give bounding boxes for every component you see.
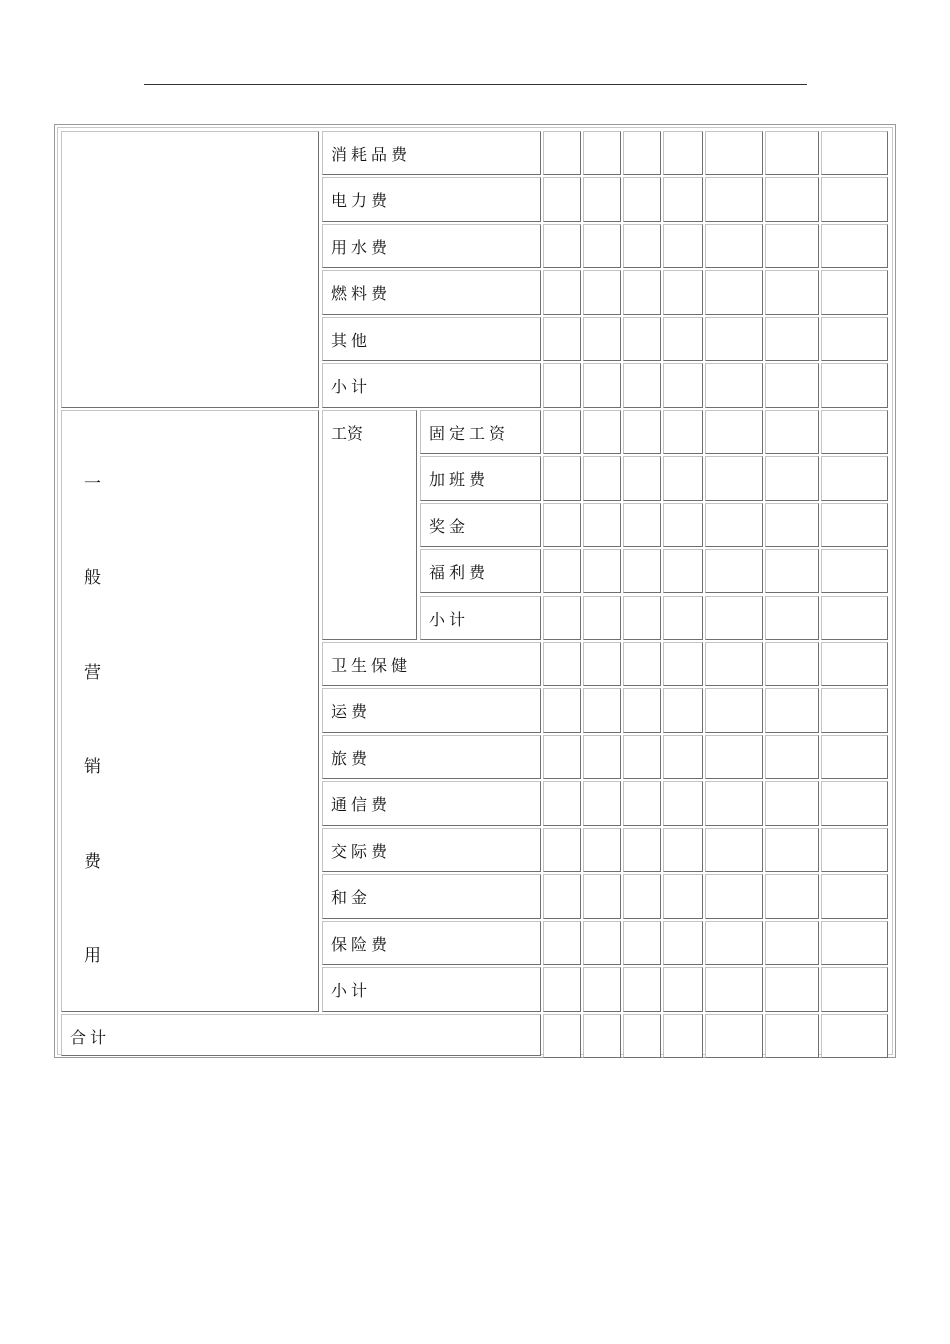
item-label: 保险费	[331, 934, 392, 954]
value-cell[interactable]	[623, 735, 661, 779]
wage-item-label-cell	[420, 410, 541, 454]
value-cell[interactable]	[663, 967, 703, 1011]
value-cell[interactable]	[623, 781, 661, 825]
value-cell[interactable]	[663, 921, 703, 965]
value-cell[interactable]	[583, 781, 621, 825]
value-cell[interactable]	[543, 781, 581, 825]
value-cell[interactable]	[821, 967, 888, 1011]
expense-table	[54, 124, 896, 1058]
value-cell[interactable]	[623, 270, 661, 314]
value-cell[interactable]	[623, 596, 661, 640]
value-cell[interactable]	[765, 781, 819, 825]
value-cell[interactable]	[821, 224, 888, 268]
wage-item-label-cell	[420, 456, 541, 500]
value-cell[interactable]	[543, 874, 581, 918]
value-cell[interactable]	[583, 828, 621, 872]
value-cell[interactable]	[583, 177, 621, 221]
item-label-cell	[322, 642, 541, 686]
value-cell[interactable]	[705, 874, 763, 918]
category-vertical-char: 销	[84, 757, 101, 778]
value-cell[interactable]	[623, 503, 661, 547]
value-cell[interactable]	[821, 456, 888, 500]
value-cell[interactable]	[765, 596, 819, 640]
value-cell[interactable]	[663, 131, 703, 175]
value-cell[interactable]	[583, 503, 621, 547]
value-cell[interactable]	[583, 1014, 621, 1058]
value-cell[interactable]	[543, 270, 581, 314]
wage-item-label-cell	[420, 503, 541, 547]
category-vertical-char: 营	[84, 662, 101, 683]
value-cell[interactable]	[765, 177, 819, 221]
item-label: 用水费	[331, 237, 392, 257]
value-cell[interactable]	[543, 828, 581, 872]
wage-item-label-cell	[420, 596, 541, 640]
item-label-cell	[322, 735, 541, 779]
value-cell[interactable]	[765, 131, 819, 175]
value-cell[interactable]	[765, 503, 819, 547]
value-cell[interactable]	[765, 410, 819, 454]
value-cell[interactable]	[765, 456, 819, 500]
value-cell[interactable]	[623, 1014, 661, 1058]
value-cell[interactable]	[821, 131, 888, 175]
value-cell[interactable]	[663, 549, 703, 593]
value-cell[interactable]	[583, 317, 621, 361]
item-label-cell	[322, 317, 541, 361]
category-vertical-char: 般	[84, 568, 101, 589]
wage-group-label: 工资	[331, 423, 364, 443]
value-cell[interactable]	[705, 688, 763, 732]
value-cell[interactable]	[821, 642, 888, 686]
value-cell[interactable]	[663, 177, 703, 221]
value-cell[interactable]	[705, 642, 763, 686]
value-cell[interactable]	[765, 224, 819, 268]
value-cell[interactable]	[765, 270, 819, 314]
value-cell[interactable]	[821, 596, 888, 640]
value-cell[interactable]	[821, 828, 888, 872]
value-cell[interactable]	[705, 735, 763, 779]
value-cell[interactable]	[765, 549, 819, 593]
value-cell[interactable]	[623, 456, 661, 500]
value-cell[interactable]	[623, 828, 661, 872]
item-label: 消耗品费	[331, 145, 412, 164]
value-cell[interactable]	[543, 1014, 581, 1058]
value-cell[interactable]	[543, 224, 581, 268]
value-cell[interactable]	[583, 642, 621, 686]
value-cell[interactable]	[623, 549, 661, 593]
value-cell[interactable]	[821, 688, 888, 732]
value-cell[interactable]	[663, 1014, 703, 1058]
value-cell[interactable]	[663, 270, 703, 314]
value-cell[interactable]	[663, 596, 703, 640]
value-cell[interactable]	[765, 363, 819, 407]
value-cell[interactable]	[623, 224, 661, 268]
value-cell[interactable]	[543, 456, 581, 500]
value-cell[interactable]	[765, 642, 819, 686]
item-label: 交际费	[331, 841, 392, 861]
wage-item-label-cell	[420, 549, 541, 593]
value-cell[interactable]	[705, 317, 763, 361]
value-cell[interactable]	[765, 828, 819, 872]
value-cell[interactable]	[583, 967, 621, 1011]
value-cell[interactable]	[821, 363, 888, 407]
value-cell[interactable]	[583, 270, 621, 314]
value-cell[interactable]	[705, 270, 763, 314]
value-cell[interactable]	[583, 735, 621, 779]
value-cell[interactable]	[583, 224, 621, 268]
value-cell[interactable]	[623, 177, 661, 221]
item-label: 电力费	[331, 191, 392, 211]
value-cell[interactable]	[821, 735, 888, 779]
wage-group-cell	[322, 410, 417, 640]
value-cell[interactable]	[821, 270, 888, 314]
value-cell[interactable]	[705, 410, 763, 454]
item-label: 小计	[331, 377, 372, 397]
item-label-cell	[322, 270, 541, 314]
value-cell[interactable]	[705, 967, 763, 1011]
value-cell[interactable]	[821, 781, 888, 825]
item-label-cell	[322, 921, 541, 965]
value-cell[interactable]	[543, 317, 581, 361]
item-label: 小计	[331, 981, 372, 1001]
value-cell[interactable]	[663, 224, 703, 268]
item-label-cell	[322, 177, 541, 221]
value-cell[interactable]	[543, 921, 581, 965]
value-cell[interactable]	[705, 177, 763, 221]
value-cell[interactable]	[623, 363, 661, 407]
value-cell[interactable]	[705, 131, 763, 175]
item-label-cell	[322, 781, 541, 825]
value-cell[interactable]	[583, 688, 621, 732]
value-cell[interactable]	[663, 735, 703, 779]
value-cell[interactable]	[663, 410, 703, 454]
value-cell[interactable]	[663, 828, 703, 872]
value-cell[interactable]	[543, 642, 581, 686]
value-cell[interactable]	[765, 688, 819, 732]
value-cell[interactable]	[705, 549, 763, 593]
value-cell[interactable]	[765, 921, 819, 965]
value-cell[interactable]	[821, 1014, 888, 1058]
value-cell[interactable]	[623, 967, 661, 1011]
value-cell[interactable]	[583, 410, 621, 454]
value-cell[interactable]	[583, 596, 621, 640]
wage-item-label: 小计	[429, 609, 470, 629]
value-cell[interactable]	[663, 503, 703, 547]
item-label-cell	[322, 224, 541, 268]
item-label-cell	[322, 828, 541, 872]
value-cell[interactable]	[765, 735, 819, 779]
value-cell[interactable]	[705, 921, 763, 965]
value-cell[interactable]	[543, 410, 581, 454]
value-cell[interactable]	[543, 596, 581, 640]
header-rule	[144, 84, 807, 85]
value-cell[interactable]	[765, 967, 819, 1011]
wage-item-label: 福利费	[429, 563, 490, 583]
value-cell[interactable]	[821, 410, 888, 454]
value-cell[interactable]	[821, 874, 888, 918]
value-cell[interactable]	[821, 503, 888, 547]
total-label-cell	[61, 1014, 541, 1056]
value-cell[interactable]	[623, 921, 661, 965]
category-vertical-char: 一	[84, 473, 101, 494]
value-cell[interactable]	[705, 781, 763, 825]
value-cell[interactable]	[705, 828, 763, 872]
value-cell[interactable]	[583, 921, 621, 965]
category-cell-blank	[61, 131, 319, 408]
item-label-cell	[322, 688, 541, 732]
category-vertical-char: 用	[84, 946, 101, 967]
item-label: 运费	[331, 702, 372, 722]
item-label-cell	[322, 967, 541, 1011]
value-cell[interactable]	[623, 410, 661, 454]
category-vertical-char: 费	[84, 851, 101, 872]
value-cell[interactable]	[663, 642, 703, 686]
value-cell[interactable]	[705, 456, 763, 500]
value-cell[interactable]	[705, 1014, 763, 1058]
value-cell[interactable]	[663, 363, 703, 407]
item-label-cell	[322, 874, 541, 918]
wage-item-label: 固定工资	[429, 423, 510, 443]
value-cell[interactable]	[623, 131, 661, 175]
value-cell[interactable]	[543, 549, 581, 593]
value-cell[interactable]	[663, 781, 703, 825]
item-label: 其他	[331, 330, 372, 350]
item-label: 旅费	[331, 748, 372, 768]
value-cell[interactable]	[765, 317, 819, 361]
item-label: 通信费	[331, 795, 392, 815]
value-cell[interactable]	[583, 131, 621, 175]
value-cell[interactable]	[543, 177, 581, 221]
value-cell[interactable]	[583, 874, 621, 918]
value-cell[interactable]	[583, 549, 621, 593]
value-cell[interactable]	[623, 642, 661, 686]
item-label: 和金	[331, 888, 372, 908]
value-cell[interactable]	[765, 874, 819, 918]
value-cell[interactable]	[705, 224, 763, 268]
value-cell[interactable]	[543, 735, 581, 779]
item-label-cell	[322, 131, 541, 175]
value-cell[interactable]	[821, 549, 888, 593]
value-cell[interactable]	[543, 131, 581, 175]
value-cell[interactable]	[821, 177, 888, 221]
value-cell[interactable]	[583, 363, 621, 407]
value-cell[interactable]	[583, 456, 621, 500]
value-cell[interactable]	[623, 317, 661, 361]
value-cell[interactable]	[543, 363, 581, 407]
item-label-cell	[322, 363, 541, 407]
value-cell[interactable]	[705, 363, 763, 407]
value-cell[interactable]	[663, 688, 703, 732]
value-cell[interactable]	[705, 503, 763, 547]
value-cell[interactable]	[663, 317, 703, 361]
item-label: 燃料费	[331, 284, 392, 304]
value-cell[interactable]	[821, 921, 888, 965]
value-cell[interactable]	[663, 456, 703, 500]
value-cell[interactable]	[623, 874, 661, 918]
value-cell[interactable]	[821, 317, 888, 361]
value-cell[interactable]	[623, 688, 661, 732]
wage-item-label: 加班费	[429, 470, 490, 490]
value-cell[interactable]	[543, 503, 581, 547]
value-cell[interactable]	[543, 688, 581, 732]
item-label: 卫生保健	[331, 655, 412, 675]
value-cell[interactable]	[705, 596, 763, 640]
value-cell[interactable]	[663, 874, 703, 918]
total-label: 合计	[70, 1027, 111, 1047]
value-cell[interactable]	[765, 1014, 819, 1058]
value-cell[interactable]	[543, 967, 581, 1011]
category-cell-general-marketing	[61, 410, 319, 1012]
wage-item-label: 奖金	[429, 516, 470, 536]
